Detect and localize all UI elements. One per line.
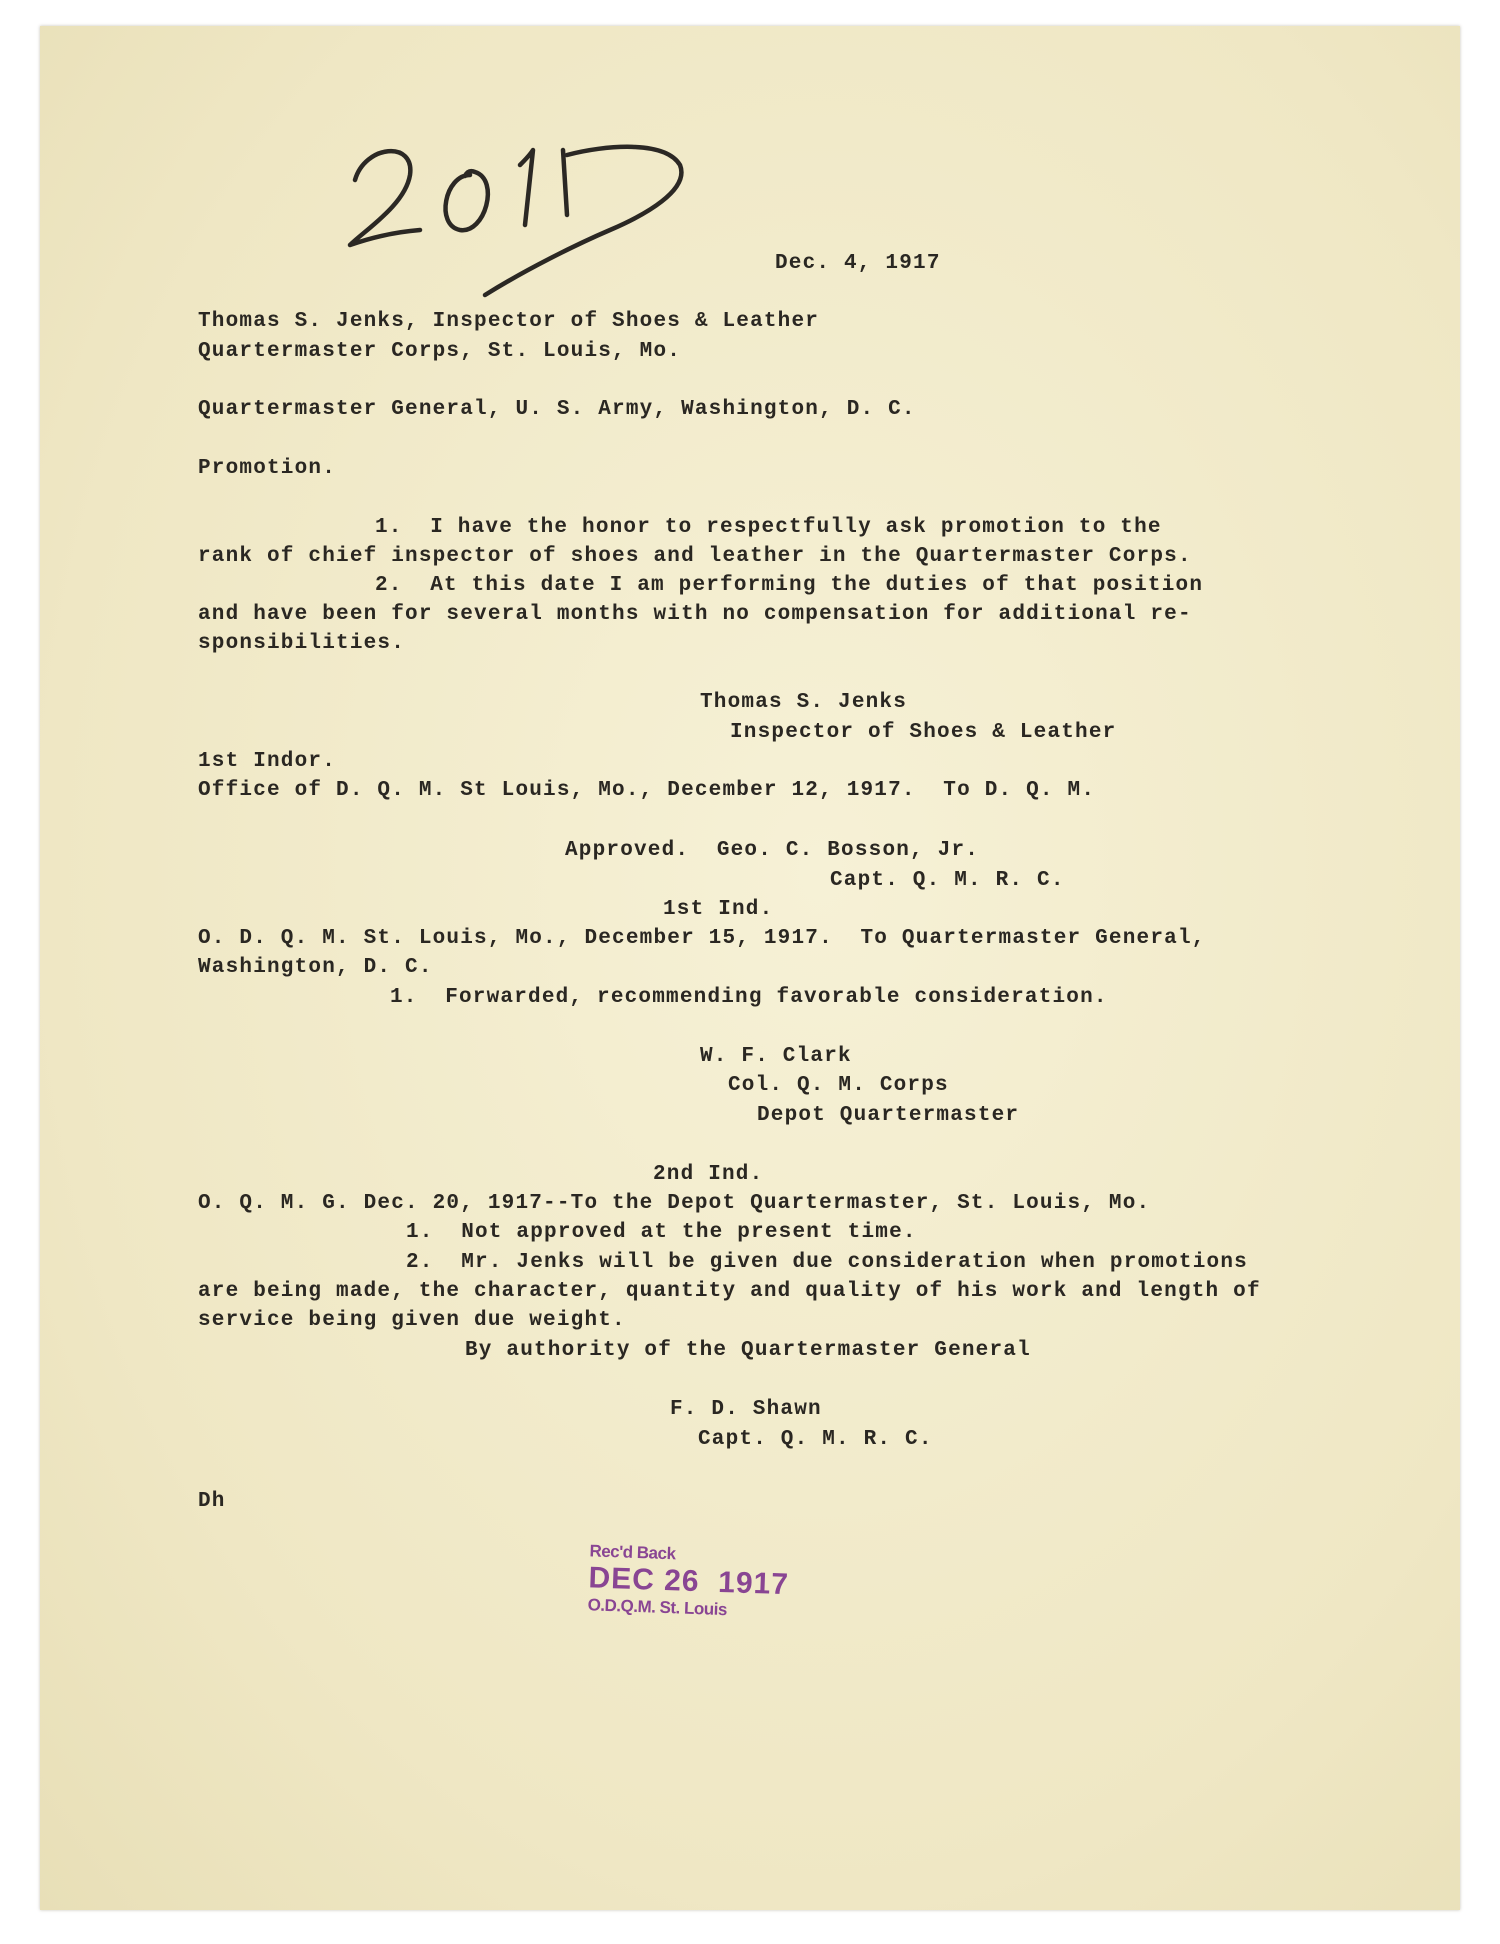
shawn-rank: Capt. Q. M. R. C. xyxy=(698,1428,933,1451)
paragraph-2-line-2: and have been for several months with no compensation for additional re- xyxy=(198,603,1192,626)
stamp-date: DEC 26 1917 xyxy=(588,1561,790,1602)
second-ind-item-1: 1. Not approved at the present time. xyxy=(406,1221,917,1244)
stamp-prefix: Rec'd Back xyxy=(589,1541,676,1564)
to-line: Quartermaster General, U. S. Army, Washington, D. C. xyxy=(198,398,916,421)
typist-initials: Dh xyxy=(198,1490,226,1513)
clark-title: Depot Quartermaster xyxy=(757,1104,1020,1127)
clark-name: W. F. Clark xyxy=(700,1045,852,1068)
second-ind-line-1: O. Q. M. G. Dec. 20, 1917--To the Depot Quartermaster, St. Louis, Mo. xyxy=(198,1192,1151,1215)
stamp-suffix: O.D.Q.M. St. Louis xyxy=(587,1595,728,1620)
clark-rank: Col. Q. M. Corps xyxy=(728,1074,949,1097)
paragraph-2-line-3: sponsibilities. xyxy=(198,632,406,655)
second-ind-item-2-line-1: 2. Mr. Jenks will be given due consideration when promotions xyxy=(406,1251,1248,1274)
paragraph-1-line-2: rank of chief inspector of shoes and leather in the Quartermaster Corps. xyxy=(198,545,1192,568)
signature-title: Inspector of Shoes & Leather xyxy=(730,721,1117,744)
second-ind-item-2-line-2: are being made, the character, quantity and quality of his work and length of xyxy=(198,1280,1261,1303)
paragraph-2-line-1: 2. At this date I am performing the duties of that position xyxy=(375,574,1204,597)
first-ind-line-1: O. D. Q. M. St. Louis, Mo., December 15, 1917. To Quartermaster General, xyxy=(198,927,1206,950)
first-indorsement-office-line: Office of D. Q. M. St Louis, Mo., December 12, 1917. To D. Q. M. xyxy=(198,779,1096,802)
first-ind-heading: 1st Ind. xyxy=(663,898,774,921)
shawn-name: F. D. Shawn xyxy=(670,1398,822,1421)
from-line-1: Thomas S. Jenks, Inspector of Shoes & Leather xyxy=(198,310,820,333)
first-ind-line-2: Washington, D. C. xyxy=(198,956,433,979)
from-line-2: Quartermaster Corps, St. Louis, Mo. xyxy=(198,340,682,363)
letter-date: Dec. 4, 1917 xyxy=(775,252,941,275)
signature-name: Thomas S. Jenks xyxy=(700,691,908,714)
authority-line: By authority of the Quartermaster General xyxy=(465,1339,1031,1362)
second-ind-heading: 2nd Ind. xyxy=(653,1163,764,1186)
first-indorsement-heading: 1st Indor. xyxy=(198,750,337,773)
handwritten-number xyxy=(335,120,695,320)
subject-line: Promotion. xyxy=(198,457,337,480)
received-stamp xyxy=(578,1523,790,1622)
paragraph-1-line-1: 1. I have the honor to respectfully ask promotion to the xyxy=(375,516,1162,539)
second-ind-item-2-line-3: service being given due weight. xyxy=(198,1309,626,1332)
approved-line: Approved. Geo. C. Bosson, Jr. xyxy=(565,839,980,862)
forward-line: 1. Forwarded, recommending favorable consideration. xyxy=(390,986,1108,1009)
approver-rank: Capt. Q. M. R. C. xyxy=(830,869,1065,892)
